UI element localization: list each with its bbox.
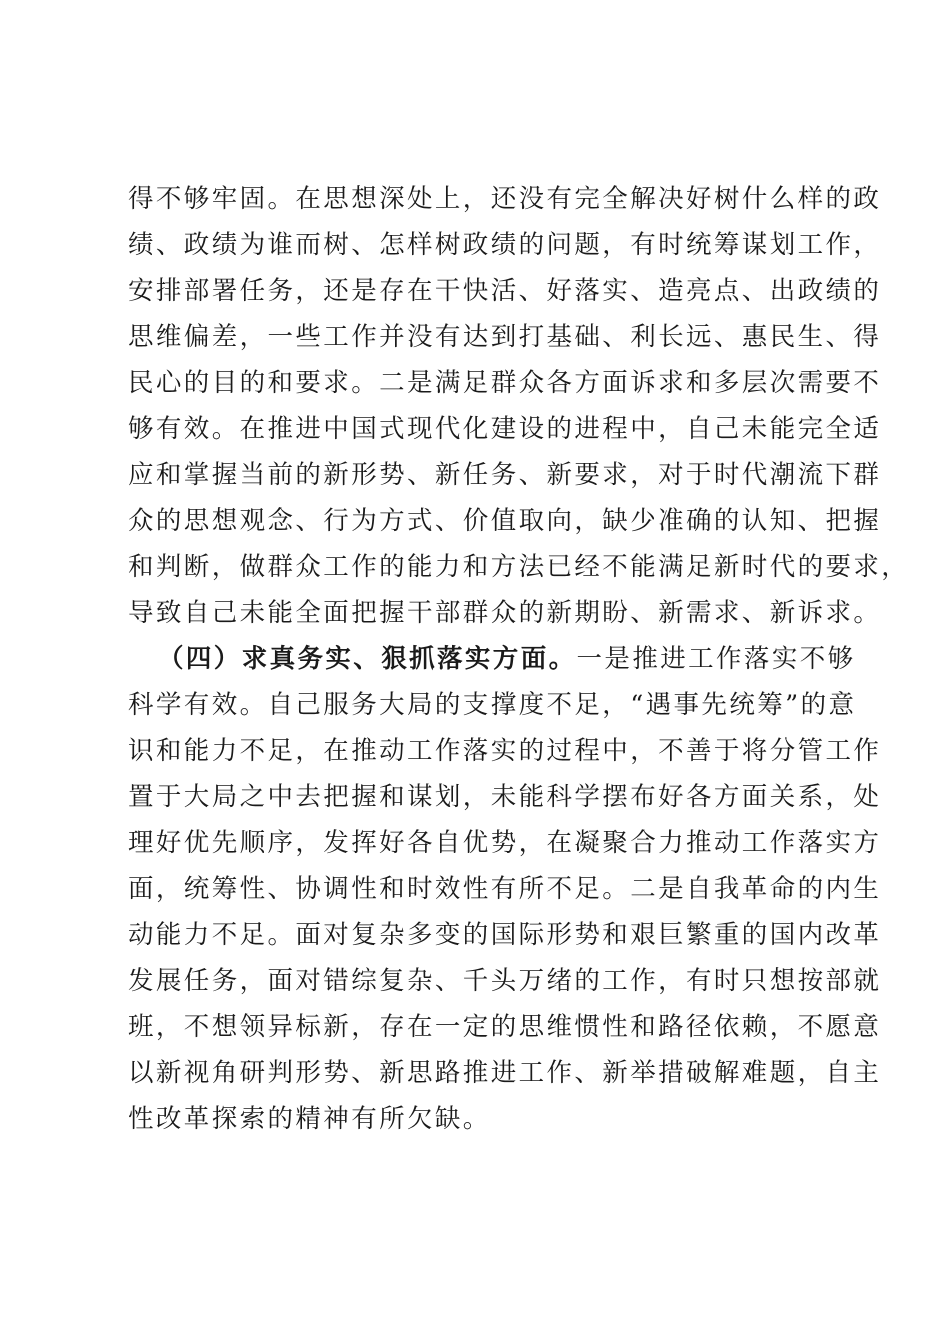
text-line: 应和掌握当前的新形势、新任务、新要求，对于时代潮流下群: [128, 460, 882, 490]
section-4-first-line-text: 一是推进工作落实不够: [576, 644, 856, 674]
text-line: 导致自己未能全面把握干部群众的新期盼、新需求、新诉求。: [128, 598, 882, 628]
text-line: 识和能力不足，在推动工作落实的过程中，不善于将分管工作: [128, 736, 882, 766]
text-line: 科学有效。自己服务大局的支撑度不足，“遇事先统筹”的意: [128, 690, 857, 720]
text-line: 民心的目的和要求。二是满足群众各方面诉求和多层次需要不: [128, 368, 882, 398]
text-line: 动能力不足。面对复杂多变的国际形势和艰巨繁重的国内改革: [128, 920, 882, 950]
text-line: 众的思想观念、行为方式、价值取向，缺少准确的认知、把握: [128, 506, 882, 536]
text-line: 面，统筹性、协调性和时效性有所不足。二是自我革命的内生: [128, 874, 882, 904]
body-text: [128, 176, 910, 1142]
text-line: 安排部署任务，还是存在干快活、好落实、造亮点、出政绩的: [128, 276, 882, 306]
text-line: 性改革探索的精神有所欠缺。: [128, 1104, 491, 1134]
text-line: 绩、政绩为谁而树、怎样树政绩的问题，有时统筹谋划工作，: [128, 230, 882, 260]
text-line: 够有效。在推进中国式现代化建设的进程中，自己未能完全适: [128, 414, 882, 444]
text-line: 班，不想领异标新，存在一定的思维惯性和路径依赖，不愿意: [128, 1012, 882, 1042]
text-line: 以新视角研判形势、新思路推进工作、新举措破解难题，自主: [128, 1058, 882, 1088]
text-line: 发展任务，面对错综复杂、千头万绪的工作，有时只想按部就: [128, 966, 882, 996]
section-4-heading: （四）求真务实、狠抓落实方面。: [158, 644, 577, 674]
section-4-first-line: [128, 636, 856, 682]
text-line: 置于大局之中去把握和谋划，未能科学摆布好各方面关系，处: [128, 782, 882, 812]
text-line: 理好优先顺序，发挥好各自优势，在凝聚合力推动工作落实方: [128, 828, 882, 858]
text-line: 和判断，做群众工作的能力和方法已经不能满足新时代的要求，: [128, 552, 910, 582]
text-line: 思维偏差，一些工作并没有达到打基础、利长远、惠民生、得: [128, 322, 882, 352]
text-line: 得不够牢固。在思想深处上，还没有完全解决好树什么样的政: [128, 184, 882, 214]
